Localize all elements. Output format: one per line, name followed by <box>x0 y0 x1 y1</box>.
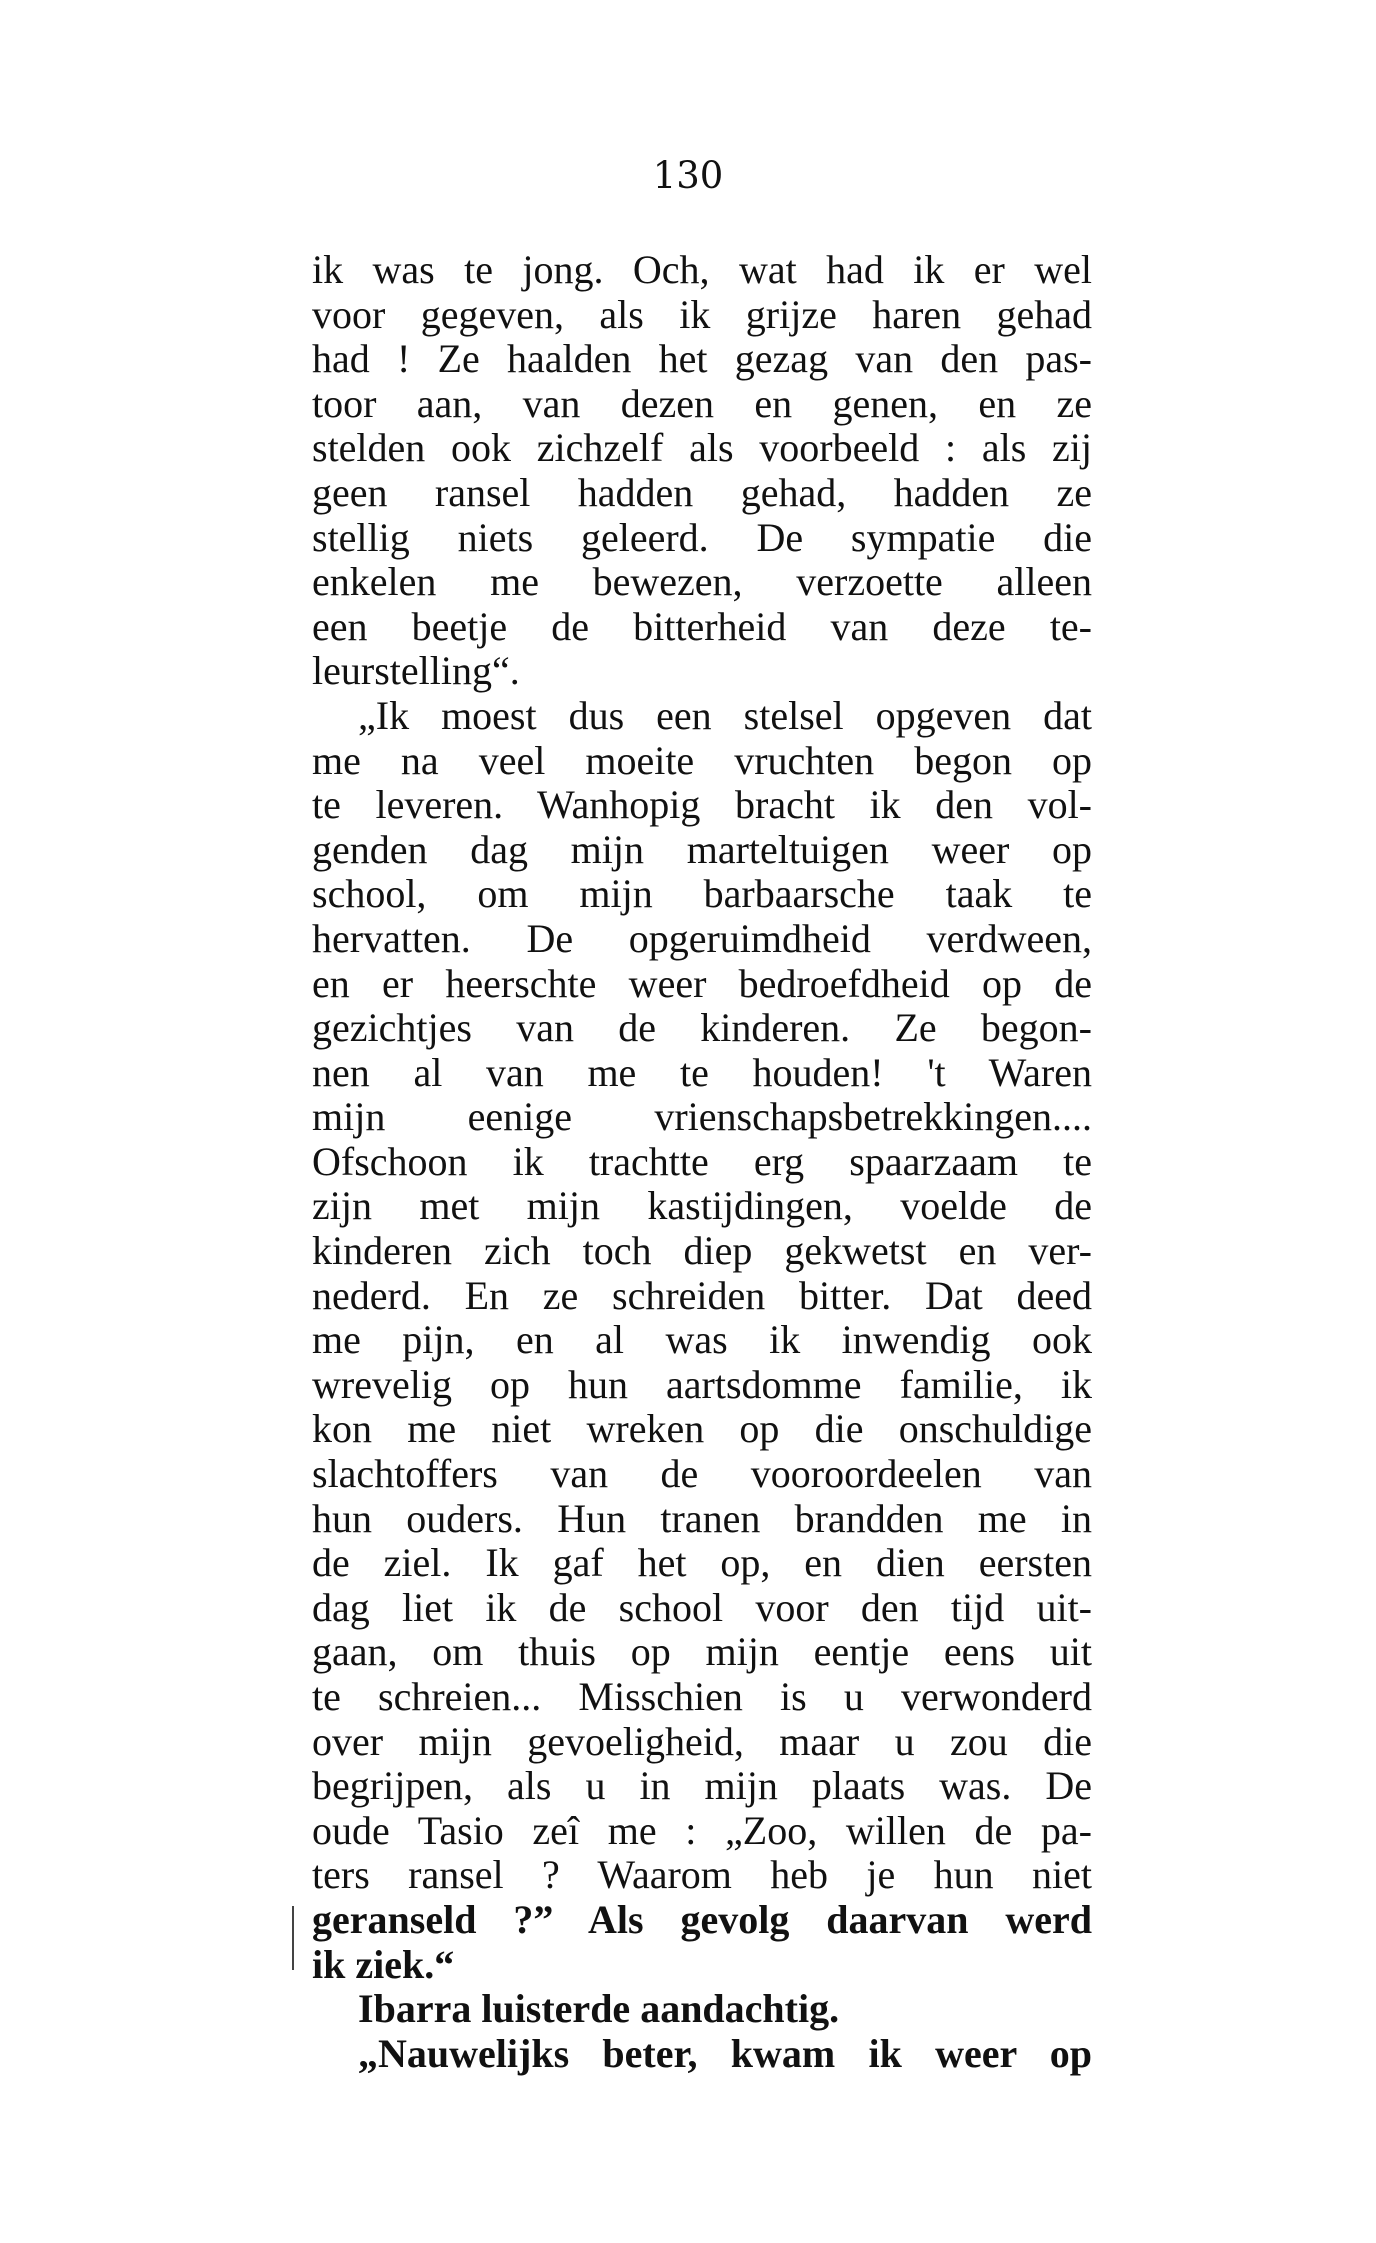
text-line: ik ziek.“ <box>312 1942 455 1987</box>
text-line: toor aan, van dezen en genen, en ze <box>312 381 1092 426</box>
text-line: gezichtjes van de kinderen. Ze begon- <box>312 1006 1092 1051</box>
text-line: school, om mijn barbaarsche taak te <box>312 872 1092 917</box>
text-line: ters ransel ? Waarom heb je hun niet <box>312 1853 1092 1898</box>
text-line: ik was te jong. Och, wat had ik er wel <box>312 248 1092 292</box>
text-line: stellig niets geleerd. De sympatie die <box>312 515 1092 560</box>
text-line: gaan, om thuis op mijn eentje eens uit <box>312 1630 1092 1675</box>
text-line: kon me niet wreken op die onschuldige <box>312 1407 1092 1452</box>
text-line: „Nauwelijks beter, kwam ik weer op <box>358 2031 1092 2076</box>
text-line: hun ouders. Hun tranen brandden me in <box>312 1496 1092 1541</box>
text-line: me na veel moeite vruchten begon op <box>312 738 1092 783</box>
text-line: Ofschoon ik trachtte erg spaarzaam te <box>312 1139 1092 1184</box>
text-line: enkelen me bewezen, verzoette alleen <box>312 560 1092 605</box>
body-text <box>312 248 1092 2076</box>
text-line: Ibarra luisterde aandachtig. <box>358 1987 840 2032</box>
text-line: hervatten. De opgeruimdheid verdween, <box>312 916 1092 961</box>
text-line: oude Tasio zeî me : „Zoo, willen de pa- <box>312 1808 1092 1853</box>
page-number: 130 <box>652 154 724 197</box>
text-line: me pijn, en al was ik inwendig ook <box>312 1318 1092 1363</box>
text-line: dag liet ik de school voor den tijd uit- <box>312 1585 1092 1630</box>
text-line: over mijn gevoeligheid, maar u zou die <box>312 1719 1092 1764</box>
text-line: de ziel. Ik gaf het op, en dien eersten <box>312 1541 1092 1586</box>
text-line: zijn met mijn kastijdingen, voelde de <box>312 1184 1092 1229</box>
text-line: wrevelig op hun aartsdomme familie, ik <box>312 1362 1092 1407</box>
text-line: had ! Ze haalden het gezag van den pas- <box>312 337 1092 382</box>
text-line: te schreien... Misschien is u verwonderd <box>312 1675 1092 1719</box>
text-line: genden dag mijn marteltuigen weer op <box>312 827 1092 872</box>
margin-mark <box>292 1906 294 1970</box>
text-line: te leveren. Wanhopig bracht ik den vol- <box>312 783 1092 828</box>
text-line: geranseld ?” Als gevolg daarvan werd <box>312 1897 1092 1942</box>
text-line: stelden ook zichzelf als voorbeeld : als zij <box>312 426 1092 471</box>
text-line: „Ik moest dus een stelsel opgeven dat <box>358 693 1092 738</box>
text-line: nederd. En ze schreiden bitter. Dat deed <box>312 1273 1092 1318</box>
text-line: een beetje de bitterheid van deze te- <box>312 604 1092 649</box>
text-line: kinderen zich toch diep gekwetst en ver- <box>312 1229 1092 1274</box>
text-line: geen ransel hadden gehad, hadden ze <box>312 470 1092 515</box>
text-line: mijn eenige vrienschapsbetrekkingen.... <box>312 1095 1092 1140</box>
text-line: en er heerschte weer bedroefdheid op de <box>312 961 1092 1006</box>
text-line: nen al van me te houden! 't Waren <box>312 1050 1092 1095</box>
text-line: begrijpen, als u in mijn plaats was. De <box>312 1764 1092 1809</box>
text-line: slachtoffers van de vooroordeelen van <box>312 1452 1092 1497</box>
text-line: leurstelling“. <box>312 649 520 694</box>
text-line: voor gegeven, als ik grijze haren gehad <box>312 292 1092 337</box>
